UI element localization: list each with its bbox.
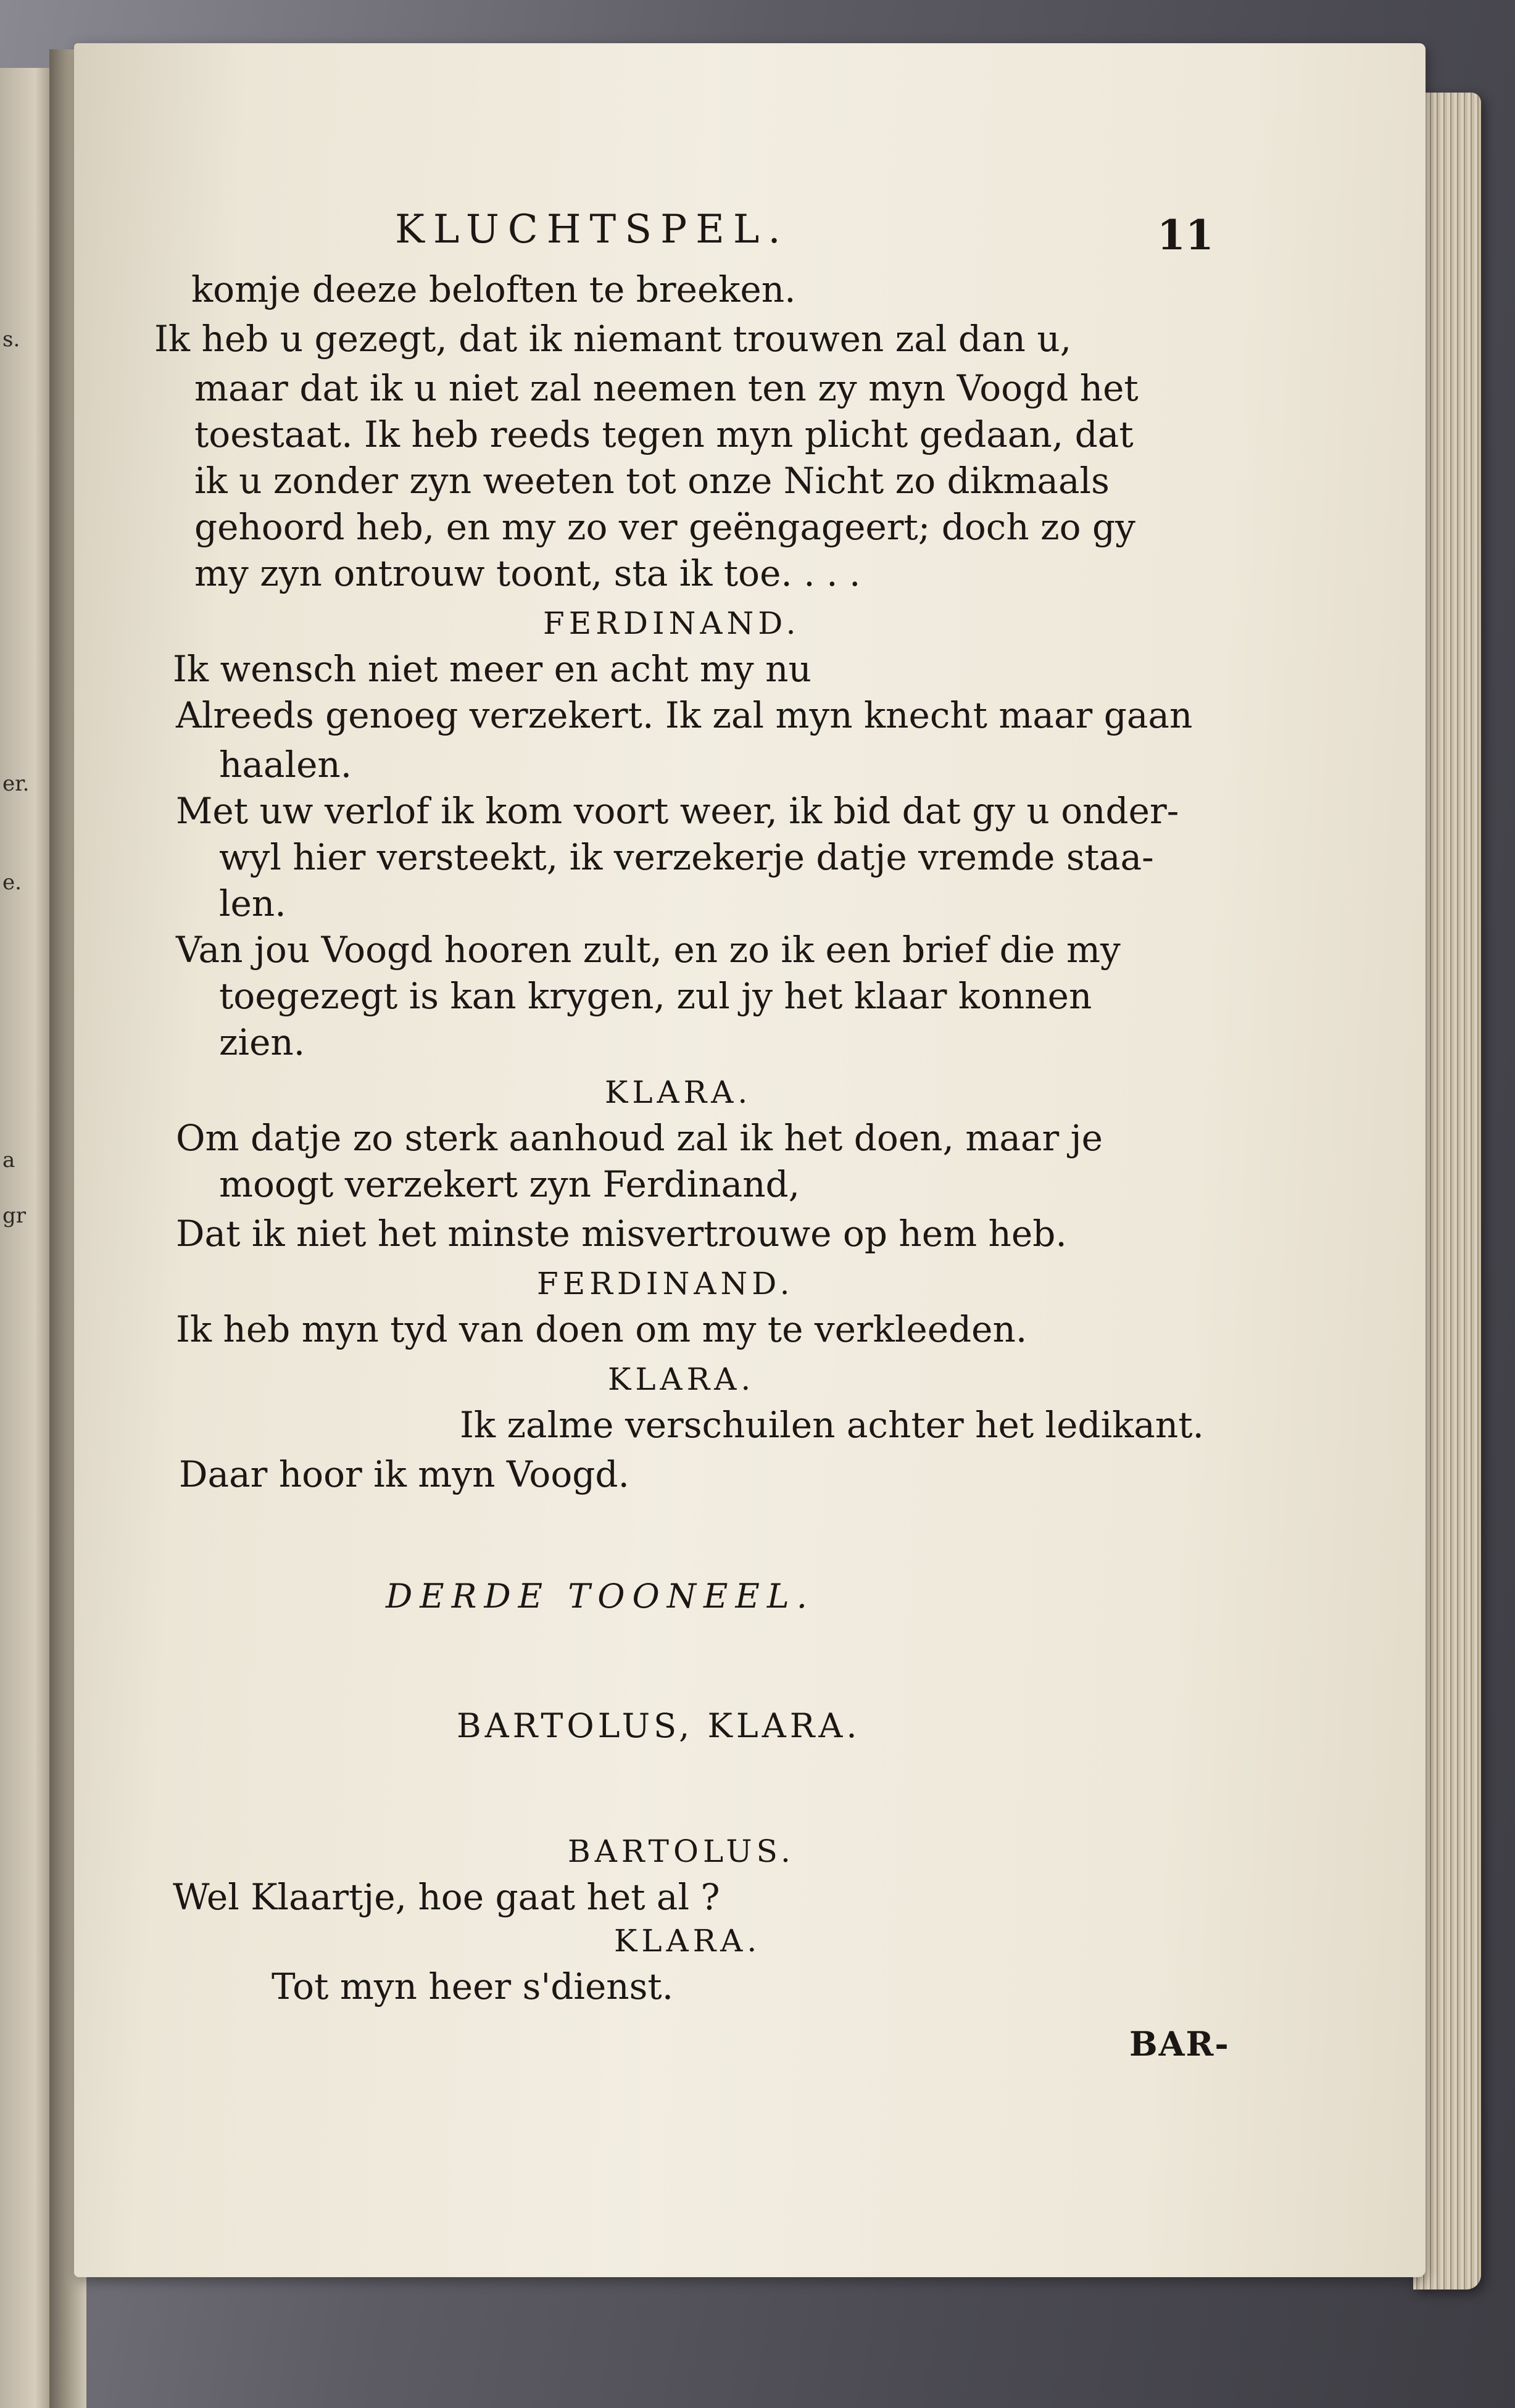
text-line: Van jou Voogd hooren zult, en zo ik een brief die my <box>176 929 1121 971</box>
text-line: Tot myn heer s'dienst. <box>272 1966 674 2007</box>
book-page <box>74 43 1426 2277</box>
page-number: 11 <box>1157 211 1214 259</box>
facing-page-fragment: s. <box>2 327 20 352</box>
text-line: ik u zonder zyn weeten tot onze Nicht zo dikmaals <box>194 460 1110 502</box>
running-title: KLUCHTSPEL. <box>395 207 789 252</box>
text-line: Alreeds genoeg verzekert. Ik zal myn knecht maar gaan <box>176 694 1193 736</box>
text-line: Ik heb myn tyd van doen om my te verkleeden. <box>176 1308 1027 1350</box>
text-line: gehoord heb, en my zo ver geëngageert; doch zo gy <box>194 506 1135 548</box>
text-line: toestaat. Ik heb reeds tegen myn plicht gedaan, dat <box>194 413 1134 455</box>
text-line: Ik heb u gezegt, dat ik niemant trouwen zal dan u, <box>154 318 1072 360</box>
text-line: len. <box>219 882 286 924</box>
scene-cast: BARTOLUS, KLARA. <box>457 1706 861 1745</box>
text-line: Met uw verlof ik kom voort weer, ik bid dat gy u onder- <box>176 790 1179 832</box>
text-line: Om datje zo sterk aanhoud zal ik het doen, maar je <box>176 1117 1103 1159</box>
speaker-name: KLARA. <box>614 1923 762 1959</box>
text-line: Dat ik niet het minste misvertrouwe op hem heb. <box>176 1213 1067 1255</box>
speaker-name: FERDINAND. <box>543 605 800 641</box>
text-line: zien. <box>219 1021 305 1063</box>
text-line: komje deeze beloften te breeken. <box>191 268 796 310</box>
facing-page-fragment: er. <box>2 771 30 796</box>
speaker-name: BARTOLUS. <box>568 1833 795 1869</box>
text-line: wyl hier versteekt, ik verzekerje datje vremde staa- <box>219 836 1154 878</box>
text-line: maar dat ik u niet zal neemen ten zy myn Voogd het <box>194 367 1139 409</box>
text-line: Ik wensch niet meer en acht my nu <box>173 648 811 690</box>
text-line: Wel Klaartje, hoe gaat het al ? <box>173 1876 720 1918</box>
text-line: haalen. <box>219 744 352 786</box>
facing-page-fragment: gr <box>2 1203 27 1228</box>
text-line: Ik zalme verschuilen achter het ledikant. <box>460 1404 1204 1446</box>
catchword: BAR- <box>1129 2024 1230 2064</box>
speaker-name: FERDINAND. <box>537 1266 794 1302</box>
text-line: moogt verzekert zyn Ferdinand, <box>219 1163 800 1205</box>
text-line: toegezegt is kan krygen, zul jy het klaar konnen <box>219 975 1092 1017</box>
text-line: Daar hoor ik myn Voogd. <box>179 1453 629 1495</box>
facing-page-fragment: e. <box>2 870 22 895</box>
facing-page-fragment: a <box>2 1148 15 1173</box>
speaker-name: KLARA. <box>605 1074 752 1110</box>
speaker-name: KLARA. <box>608 1361 755 1397</box>
scene-heading: DERDE TOONEEL. <box>386 1577 815 1616</box>
text-line: my zyn ontrouw toont, sta ik toe. . . . <box>194 552 861 594</box>
